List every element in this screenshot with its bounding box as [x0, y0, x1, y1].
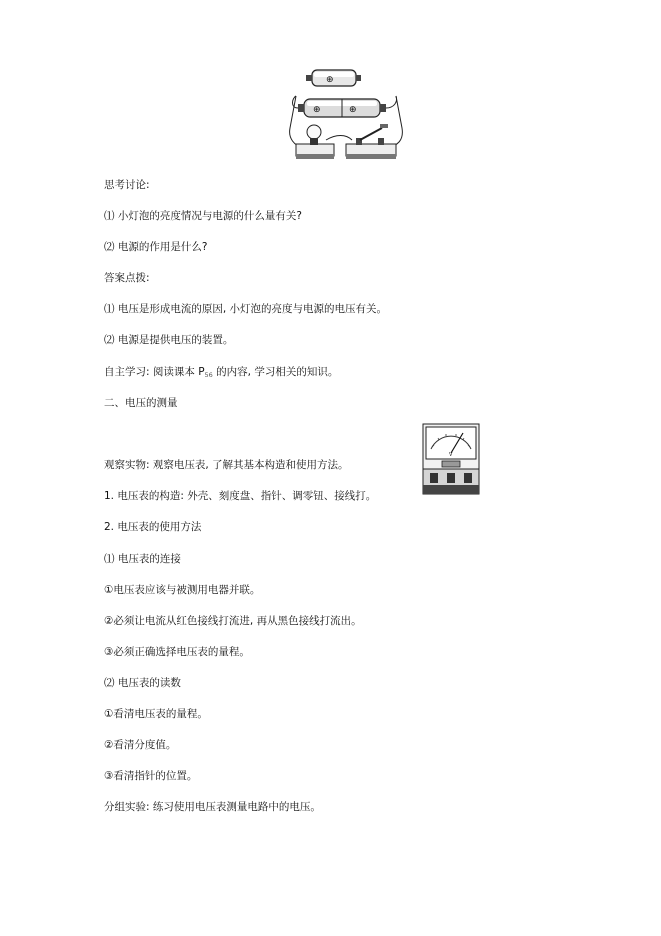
- read-item-2: ②看清分度值。: [104, 739, 177, 751]
- self-study-page: 56: [204, 371, 213, 379]
- usage-heading: 2. 电压表的使用方法: [104, 521, 202, 533]
- circuit-figure: [286, 68, 412, 162]
- self-study-prefix: 自主学习: 阅读课本 P: [104, 366, 205, 378]
- voltmeter-figure: [422, 423, 480, 495]
- discussion-heading: 思考讨论:: [104, 179, 150, 191]
- binding-posts: [430, 473, 472, 483]
- read-heading: ⑵ 电压表的读数: [104, 677, 181, 689]
- meter-unit: V: [449, 452, 453, 458]
- connect-heading: ⑴ 电压表的连接: [104, 553, 181, 565]
- single-battery: [306, 70, 361, 86]
- structure-line: 1. 电压表的构造: 外壳、刻度盘、指针、调零钮、接线打。: [104, 490, 377, 502]
- question-1: ⑴ 小灯泡的亮度情况与电源的什么量有关?: [104, 210, 302, 222]
- question-2: ⑵ 电源的作用是什么?: [104, 241, 208, 253]
- svg-text:⊕: ⊕: [326, 75, 334, 85]
- answer-2: ⑵ 电源是提供电压的装置。: [104, 334, 234, 346]
- answers-heading: 答案点拨:: [104, 272, 150, 284]
- svg-text:⊕: ⊕: [349, 105, 357, 115]
- battery-pack: [298, 99, 386, 117]
- switch-icon: [346, 124, 396, 159]
- group-experiment: 分组实验: 练习使用电压表测量电路中的电压。: [104, 801, 321, 813]
- connect-item-2: ②必须让电流从红色接线打流进, 再从黑色接线打流出。: [104, 615, 362, 627]
- connect-item-3: ③必须正确选择电压表的量程。: [104, 646, 250, 658]
- bulb-icon: [296, 125, 334, 159]
- connect-item-1: ①电压表应该与被测用电器并联。: [104, 584, 261, 596]
- self-study-suffix: 的内容, 学习相关的知识。: [212, 366, 339, 378]
- self-study: [104, 365, 338, 382]
- zero-adjust-knob: [442, 461, 460, 467]
- svg-text:⊕: ⊕: [313, 105, 321, 115]
- observe-line: 观察实物: 观察电压表, 了解其基本构造和使用方法。: [104, 459, 349, 471]
- read-item-1: ①看清电压表的量程。: [104, 708, 208, 720]
- section-2-title: 二、电压的测量: [104, 397, 178, 409]
- read-item-3: ③看清指针的位置。: [104, 770, 198, 782]
- answer-1: ⑴ 电压是形成电流的原因, 小灯泡的亮度与电源的电压有关。: [104, 303, 388, 315]
